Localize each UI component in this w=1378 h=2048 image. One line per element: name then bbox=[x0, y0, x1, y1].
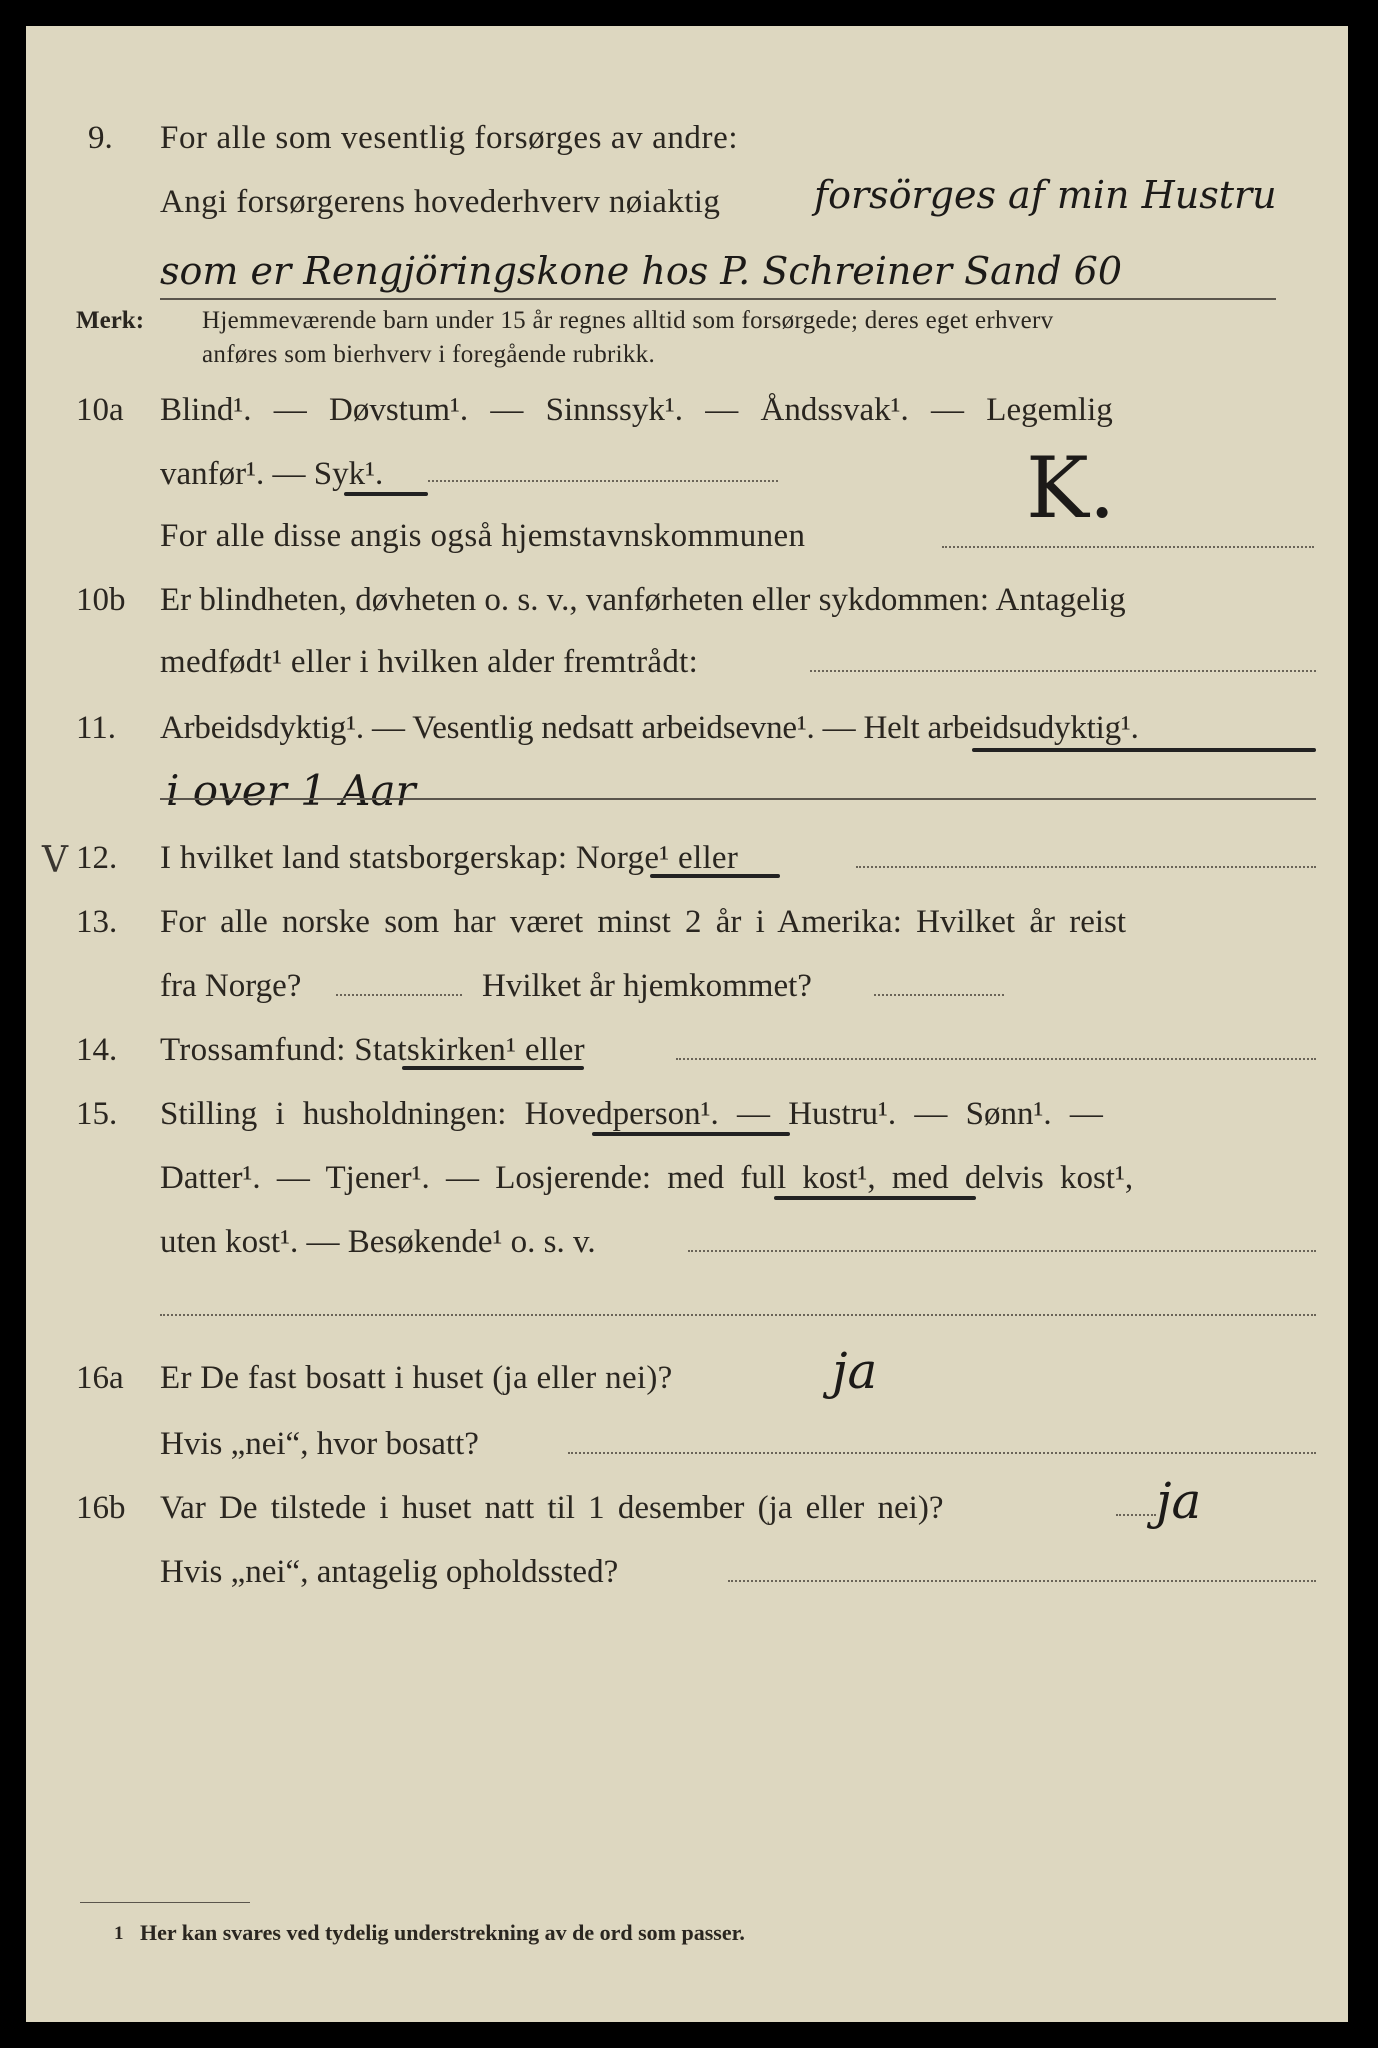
q10a-line3: For alle disse angis også hjemstavnskommunen bbox=[160, 518, 806, 554]
q10b-number: 10b bbox=[76, 582, 126, 618]
q14-dots bbox=[676, 1058, 1316, 1060]
q10b-dots bbox=[810, 670, 1316, 672]
q12-number: 12. bbox=[76, 840, 118, 876]
q10b-line2: medfødt¹ eller i hvilken alder fremtrådt: bbox=[160, 644, 699, 680]
q10a-line2-dots bbox=[428, 480, 778, 482]
check-mark: V bbox=[42, 840, 68, 881]
footnote-number: 1 bbox=[114, 1923, 124, 1944]
q10a-number: 10a bbox=[76, 392, 124, 428]
q10a-line2: vanfør¹. — Syk¹. bbox=[160, 456, 384, 492]
hovedperson-underline bbox=[592, 1132, 790, 1136]
helt-arbeidsudyktig-underline bbox=[972, 748, 1316, 752]
q12-line1: I hvilket land statsborgerskap: Norge¹ eller bbox=[160, 840, 739, 876]
q13-line2b: Hvilket år hjemkommet? bbox=[482, 968, 812, 1004]
q16a-line2: Hvis „nei“, hvor bosatt? bbox=[160, 1426, 479, 1462]
q16a-line1: Er De fast bosatt i huset (ja eller nei)? bbox=[160, 1360, 673, 1396]
q9-line1: For alle som vesentlig forsørges av andre: bbox=[160, 120, 739, 156]
q16b-line1: Var De tilstede i huset natt til 1 desember (ja eller nei)? bbox=[160, 1490, 944, 1526]
q13-year-left-dots bbox=[336, 994, 462, 996]
statskirken-underline bbox=[402, 1066, 584, 1070]
q9-line2: Angi forsørgerens hovederhverv nøiaktig bbox=[160, 184, 721, 220]
q15-extra-dots bbox=[160, 1314, 1316, 1316]
q15-line3-dots bbox=[688, 1250, 1316, 1252]
q9-answer2-handwriting: som er Rengjöringskone hos P. Schreiner Sand 60 bbox=[160, 249, 1123, 293]
q10a-line3-dots bbox=[942, 546, 1314, 548]
q9-answer1-handwriting: forsörges af min Hustru bbox=[814, 173, 1277, 217]
q16b-dots bbox=[728, 1580, 1316, 1582]
q11-answer-line bbox=[160, 798, 1316, 800]
merk-label: Merk: bbox=[76, 307, 145, 334]
q9-answer-line bbox=[160, 298, 1276, 300]
syk-underline bbox=[344, 492, 428, 496]
q15-line1: Stilling i husholdningen: Hovedperson¹. — Hustru¹. — Sønn¹. — bbox=[160, 1096, 1103, 1132]
footnote-rule bbox=[80, 1902, 250, 1903]
q16b-line2: Hvis „nei“, antagelig opholdssted? bbox=[160, 1554, 619, 1590]
q16b-answer-handwriting: ja bbox=[1156, 1472, 1202, 1530]
q16b-number: 16b bbox=[76, 1490, 126, 1526]
footnote-text: Her kan svares ved tydelig understrekning av de ord som passer. bbox=[140, 1920, 745, 1945]
norge-underline bbox=[650, 874, 780, 878]
q11-number: 11. bbox=[76, 710, 117, 746]
merk-line2: anføres som bierhverv i foregående rubrikk. bbox=[202, 341, 656, 368]
q13-year-returned-dots bbox=[874, 994, 1004, 996]
q16a-number: 16a bbox=[76, 1360, 124, 1396]
q13-line2a: fra Norge? bbox=[160, 968, 302, 1004]
q10b-line1: Er blindheten, døvheten o. s. v., vanførheten eller sykdommen: Antagelig bbox=[160, 582, 1126, 618]
q14-line1: Trossamfund: Statskirken¹ eller bbox=[160, 1032, 585, 1068]
q15-line2: Datter¹. — Tjener¹. — Losjerende: med full kost¹, med delvis kost¹, bbox=[160, 1160, 1134, 1196]
q16a-dots bbox=[568, 1452, 1316, 1454]
q10a-line1: Blind¹. — Døvstum¹. — Sinnssyk¹. — Åndssvak¹. — Legemlig bbox=[160, 392, 1113, 428]
q15-number: 15. bbox=[76, 1096, 118, 1132]
q15-line3: uten kost¹. — Besøkende¹ o. s. v. bbox=[160, 1224, 596, 1260]
med-full-kost-underline bbox=[774, 1196, 976, 1200]
q11-answer-handwriting: i over 1 Aar bbox=[166, 766, 416, 815]
q14-number: 14. bbox=[76, 1032, 118, 1068]
q13-number: 13. bbox=[76, 904, 118, 940]
merk-line1: Hjemmeværende barn under 15 år regnes alltid som forsørgede; deres eget erhverv bbox=[202, 307, 1054, 334]
census-form-page bbox=[26, 26, 1348, 2022]
q12-dots bbox=[856, 866, 1316, 868]
q10a-answer-handwriting: K. bbox=[1026, 439, 1116, 537]
q11-line1: Arbeidsdyktig¹. — Vesentlig nedsatt arbeidsevne¹. — Helt arbeidsudyktig¹. bbox=[160, 710, 1139, 746]
q13-line1: For alle norske som har været minst 2 år i Amerika: Hvilket år reist bbox=[160, 904, 1127, 940]
q16a-answer-handwriting: ja bbox=[832, 1342, 878, 1400]
q16b-answer-dots bbox=[1116, 1514, 1156, 1516]
q9-number: 9. bbox=[88, 120, 113, 156]
